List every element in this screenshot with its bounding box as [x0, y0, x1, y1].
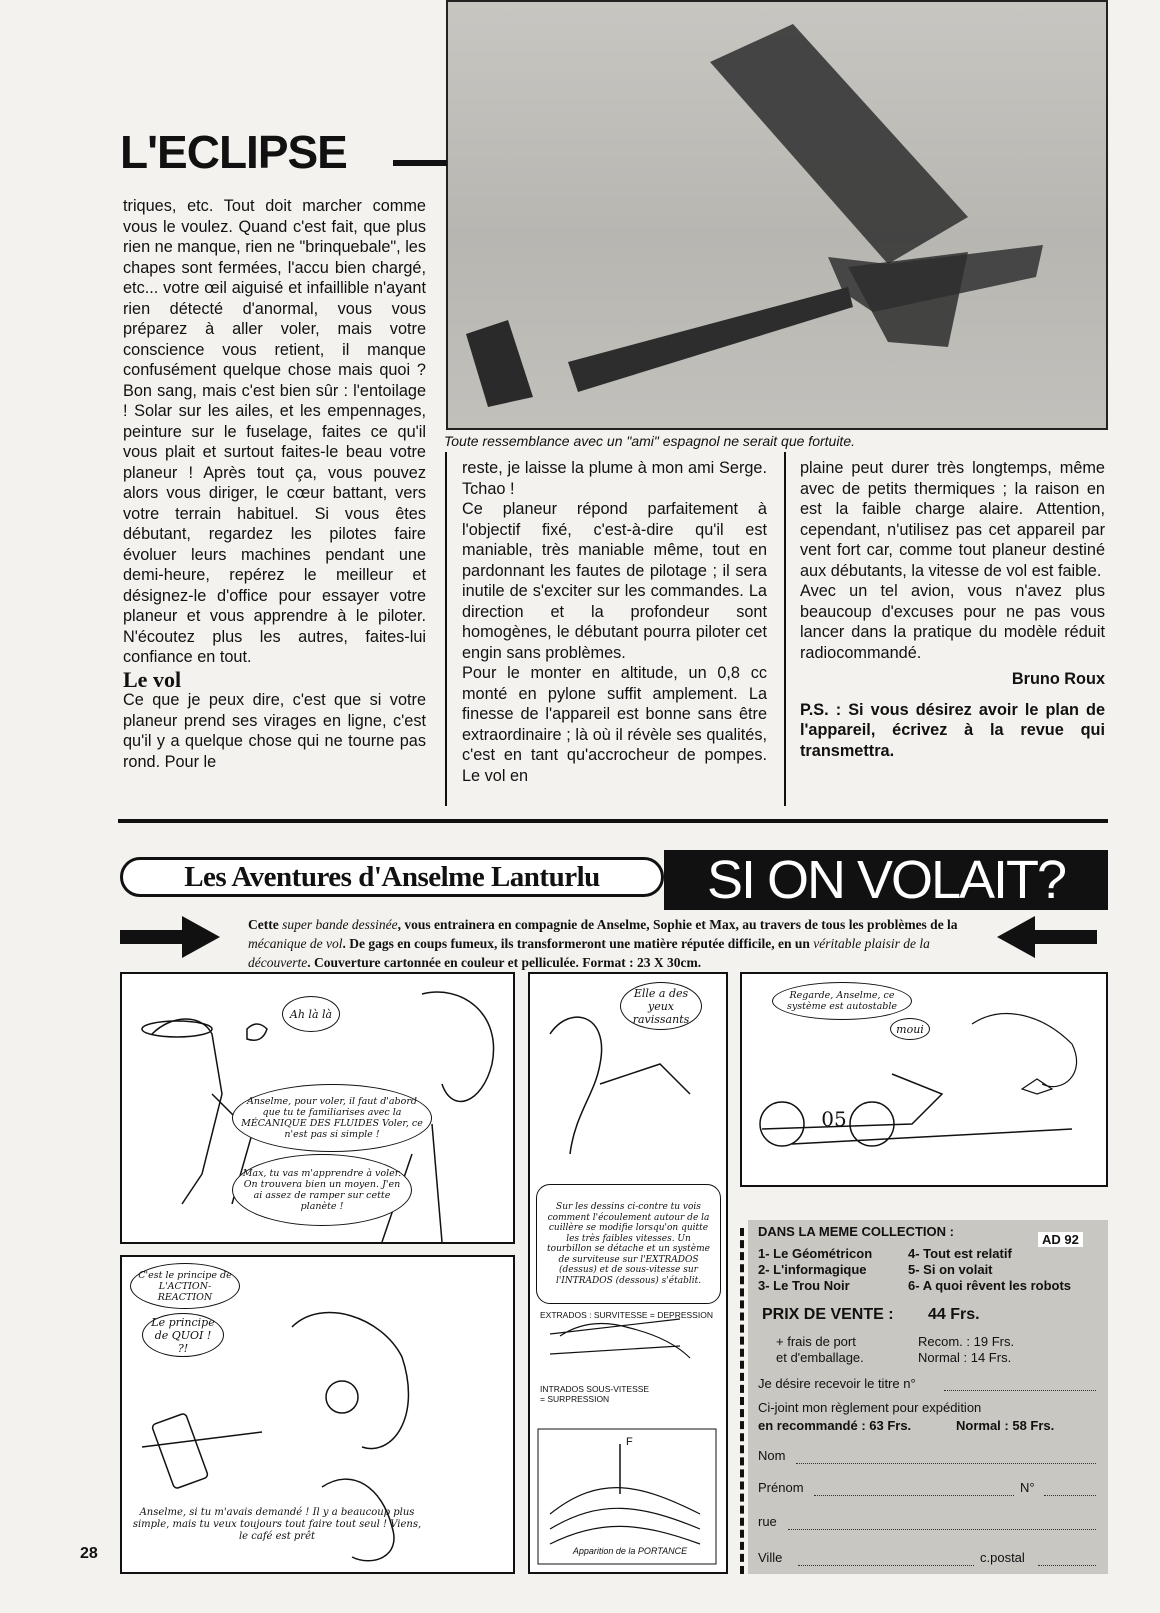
collection-item: 3- Le Trou Noir: [758, 1278, 850, 1293]
car-number: 05: [821, 1107, 847, 1131]
portance-label: Apparition de la PORTANCE: [572, 1546, 688, 1556]
intrados-label: INTRADOS SOUS-VITESSE = SURPRESSION: [540, 1384, 650, 1404]
collection-list-right: [908, 1246, 1071, 1294]
book-title: SI ON VOLAIT?: [664, 850, 1108, 910]
comic-panel-4: [120, 1255, 515, 1574]
paragraph: Ce planeur répond parfaitement à l'objectif fixé, c'est-à-dire qu'il est maniable, très maniable même, tout en pardonnant les fautes de pilotage ; il sera inutile de s'exciter sur les commandes. La direction et la profondeur sont homogènes, le débutant pourra piloter cet engin sans problèmes.: [462, 500, 767, 662]
column-divider: [784, 452, 786, 806]
speech-bubble: moui: [890, 1018, 930, 1040]
promo-segment: . Couverture cartonnée en couleur et pelliculée. Format : 23 X 30cm.: [307, 955, 702, 970]
article-column-1: [123, 196, 426, 772]
page-number: 28: [80, 1545, 98, 1562]
field-label-nom: Nom: [758, 1448, 786, 1463]
paragraph: triques, etc. Tout doit marcher comme vous le voulez. Quand c'est fait, que plus rien ne manque, rien ne "brinquebale", les chapes sont fermées, l'accu bien chargé, etc... votre œil aiguisé et infaillible n'ayant rien détecté d'anormal, vous vous préparez à aller voler, mais votre conscience vous retient, il manque confusément quelque chose mais quoi ? Bon sang, mais c'est bien sûr : l'entoilage ! Solar sur les ailes, et les empennages, peinture sur le fuselage, faites ce qu'il vous plait et surtout faites-le beau votre planeur ! Après tout ça, vous pouvez alors vous diriger, le cœur battant, vers votre terrain habituel. Si vous êtes débutant, regardez les pilotes faire évoluer leurs machines pendant une demi-heure, repérez le meilleur et désignez-le d'office pour essayer votre planeur et vous apprendre à le piloter. N'écoutez plus les autres, faites-lui confiance en tout.: [123, 197, 427, 666]
field-label-no: N°: [1020, 1480, 1035, 1495]
collection-list-left: [758, 1246, 872, 1294]
recom-fee: Recom. : 19 Frs.: [918, 1334, 1015, 1349]
field-label-ville: Ville: [758, 1550, 783, 1565]
glider-silhouette: [448, 2, 1108, 430]
order-form: [748, 1220, 1108, 1574]
field-label-prenom: Prénom: [758, 1480, 804, 1495]
extrados-label: EXTRADOS : SURVITESSE = DEPRESSION: [540, 1310, 713, 1320]
speech-bubble: Max, tu vas m'apprendre à voler. On trouvera bien un moyen. J'en ai assez de ramper sur cette planète !: [232, 1154, 412, 1226]
shipping-line: + frais de port: [776, 1334, 856, 1349]
promo-text: [248, 915, 988, 972]
paragraph: plaine peut durer très longtemps, même avec de petits thermiques ; la raison en est la faible charge alaire. Attention, cependant, n'utilisez pas cet appareil par vent fort car, comme tout planeur destiné aux débutants, la vitesse de vol est faible.: [800, 459, 1105, 580]
collection-item: 5- Si on volait: [908, 1262, 993, 1277]
shipping-note: [776, 1334, 864, 1366]
arrow-right-icon: [120, 912, 220, 962]
collection-item: 2- L'informagique: [758, 1262, 867, 1277]
title-rule: [393, 160, 447, 166]
collection-item: 4- Tout est relatif: [908, 1246, 1012, 1261]
promo-segment: . De gags en coups fumeux, ils transformeront une matière réputée difficile, en un: [342, 936, 814, 951]
paragraph: Avec un tel avion, vous n'avez plus beaucoup d'excuses pour ne pas vous lancer dans la pratique du modèle réduit radiocommandé.: [800, 582, 1105, 662]
speech-bubble: Regarde, Anselme, ce système est autostable: [772, 982, 912, 1020]
rue-field[interactable]: [788, 1529, 1096, 1530]
number-field[interactable]: [1044, 1495, 1096, 1496]
speech-bubble: C'est le principe de L'ACTION-REACTION: [130, 1263, 240, 1309]
promo-emphasis: mécanique de vol: [248, 936, 343, 951]
prenom-field[interactable]: [814, 1495, 1014, 1496]
price-value: 44 Frs.: [928, 1306, 980, 1323]
payment-recom: en recommandé : 63 Frs.: [758, 1418, 912, 1433]
section-heading: Le vol: [123, 666, 182, 692]
article-column-2: [462, 458, 767, 786]
comic-panel-1: [120, 972, 515, 1244]
article-column-3: [800, 458, 1105, 761]
payment-normal: Normal : 58 Frs.: [956, 1418, 1055, 1433]
paragraph: Ce que je peux dire, c'est que si votre planeur prend ses virages en ligne, c'est qu'il y a quelque chose qui ne tourne pas rond. Pour le: [123, 691, 426, 771]
paragraph: Pour le monter en altitude, un 0,8 cc monté en pylone suffit amplement. La finesse de l'appareil est bonne sans être extraordinaire ; là où il révèle ses qualités, c'est en tant qu'accrocheur de pompes. Le vol en: [462, 664, 767, 785]
promo-segment: Cette: [248, 917, 283, 932]
paragraph: reste, je laisse la plume à mon ami Serge. Tchao !: [462, 459, 767, 498]
payment-line: Ci-joint mon règlement pour expédition: [758, 1400, 982, 1415]
collection-item: 1- Le Géométricon: [758, 1246, 873, 1261]
promo-segment: , vous entrainera en compagnie de Anselme, Sophie et Max, au travers de tous les problèmes de la: [397, 917, 958, 932]
ville-field[interactable]: [798, 1565, 974, 1566]
comic-panel-2: [528, 972, 728, 1574]
force-label: F: [626, 1436, 633, 1448]
comic-panel-3: [740, 972, 1108, 1187]
author-signature: Bruno Roux: [1011, 670, 1105, 688]
title-request-label: Je désire recevoir le titre n°: [758, 1376, 916, 1391]
article-title: L'ECLIPSE: [120, 126, 347, 178]
collection-heading: DANS LA MEME COLLECTION :: [758, 1224, 954, 1239]
speech-bubble: Le principe de QUOI ! ?!: [142, 1313, 224, 1357]
cut-line: [740, 1228, 744, 1574]
title-number-field[interactable]: [944, 1390, 1096, 1391]
shipping-line: et d'emballage.: [776, 1350, 864, 1365]
price-label: PRIX DE VENTE :: [762, 1306, 894, 1323]
field-label-rue: rue: [758, 1514, 777, 1529]
speech-bubble: Sur les dessins ci-contre tu vois comment l'écoulement autour de la cuillère se modifie lorsqu'on quitte les très faibles vitesses. Un tourbillon se détache et un système de surviteuse sur l'EXTRADOS (dessus) et de sous-vitesse sur l'INTRADOS (dessous) s'établit.: [536, 1184, 721, 1304]
speech-caption: Anselme, si tu m'avais demandé ! Il y a beaucoup plus simple, mais tu veux toujours tout faire tout seul ! Viens, le café est prêt: [132, 1507, 422, 1542]
section-rule: [118, 819, 1108, 823]
speech-bubble: Elle a des yeux ravissants: [620, 982, 702, 1030]
product-code: AD 92: [1038, 1232, 1083, 1247]
field-label-cp: c.postal: [980, 1550, 1025, 1565]
speech-bubble: Anselme, pour voler, il faut d'abord que tu te familiarises avec la MÉCANIQUE DES FLUIDES Voler, ce n'est pas si simple !: [232, 1084, 432, 1152]
photo-caption: Toute ressemblance avec un "ami" espagnol ne serait que fortuite.: [444, 433, 855, 449]
postscript: P.S. : Si vous désirez avoir le plan de l'appareil, écrivez à la revue qui transmettra.: [800, 700, 1105, 760]
column-divider: [445, 452, 447, 806]
promo-emphasis: véritable plaisir de la découverte: [248, 936, 930, 970]
speech-bubble: Ah là là: [282, 996, 340, 1032]
glider-photo: [446, 0, 1108, 430]
normal-fee: Normal : 14 Frs.: [918, 1350, 1012, 1365]
arrow-left-icon: [997, 912, 1097, 962]
postal-code-field[interactable]: [1038, 1565, 1096, 1566]
shipping-fees: [918, 1334, 1014, 1366]
nom-field[interactable]: [796, 1463, 1096, 1464]
promo-emphasis: super bande dessinée: [282, 917, 398, 932]
series-title: Les Aventures d'Anselme Lanturlu: [120, 857, 664, 897]
collection-item: 6- A quoi rêvent les robots: [908, 1278, 1072, 1293]
